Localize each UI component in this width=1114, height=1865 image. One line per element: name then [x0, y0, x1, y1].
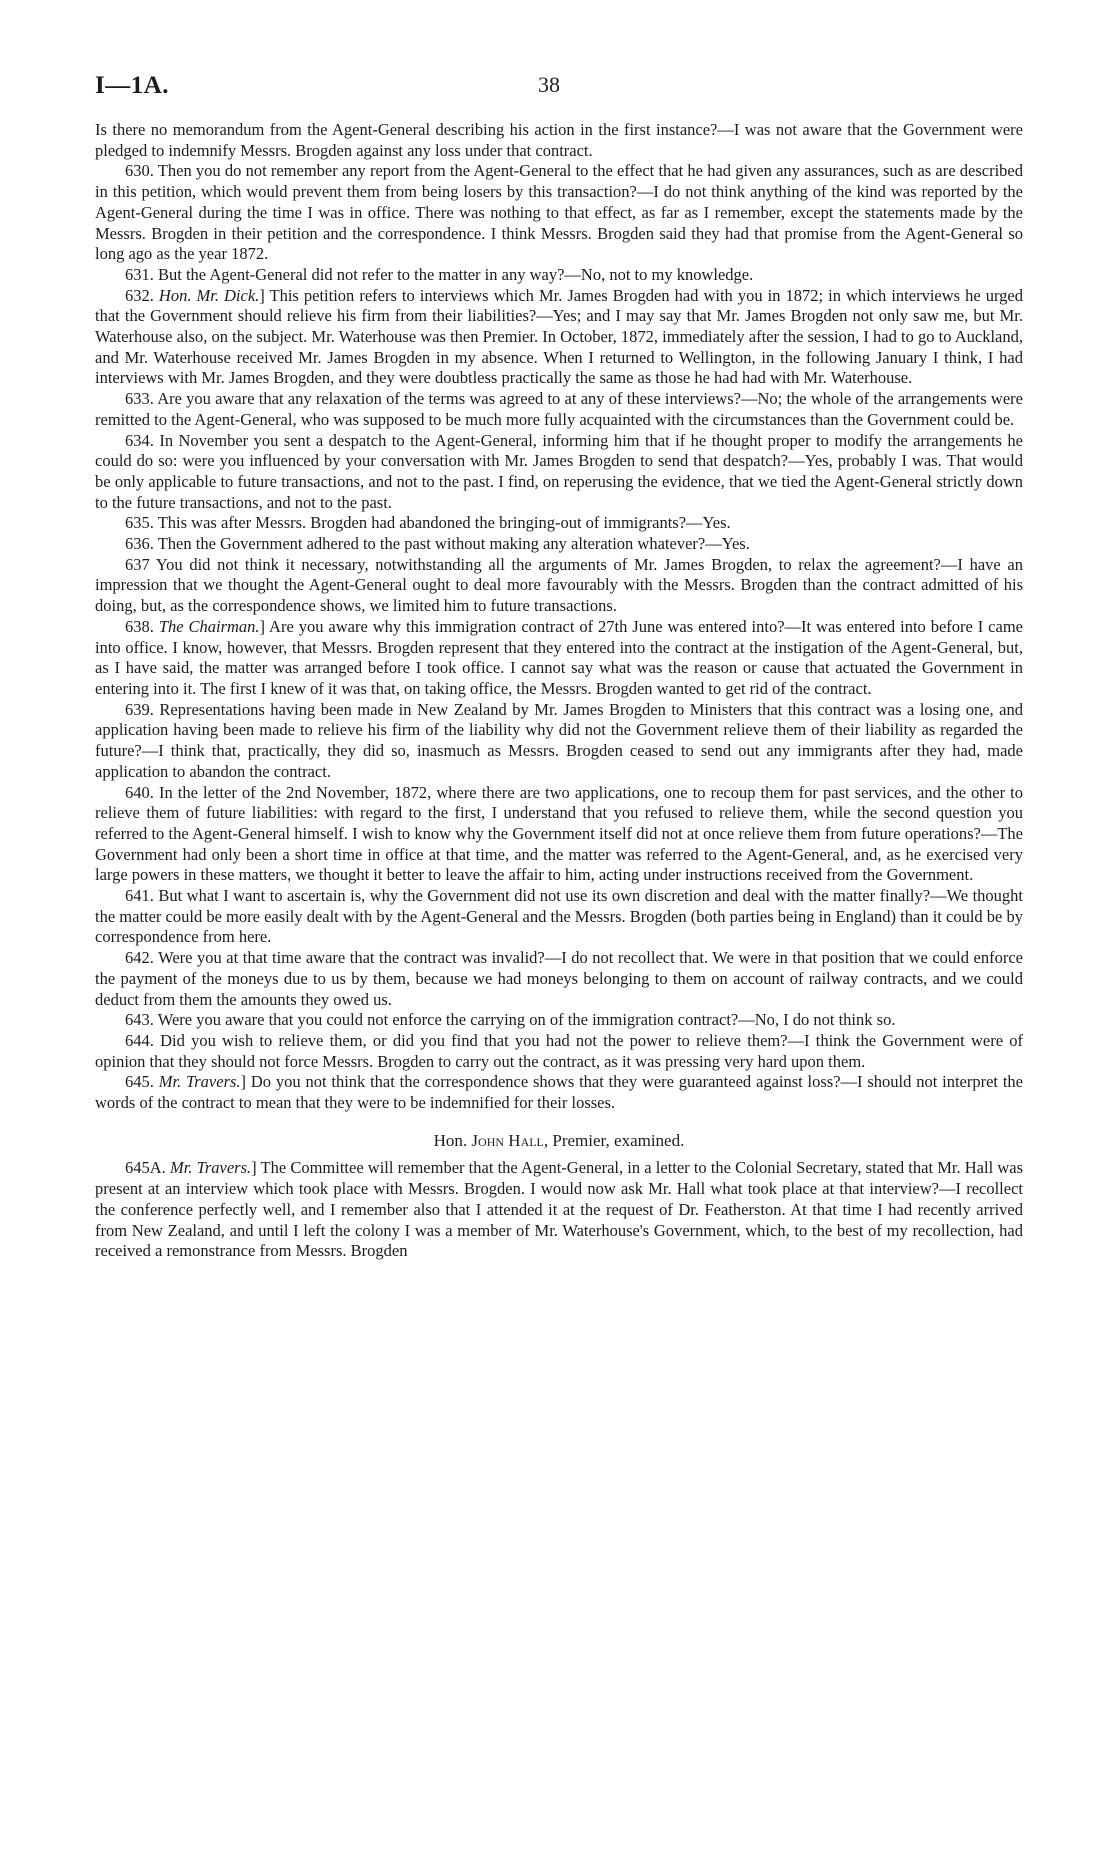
paragraph — [95, 534, 1023, 555]
paragraph — [95, 161, 1023, 265]
page-number: 38 — [538, 72, 560, 97]
heading-role: , Premier, examined. — [543, 1130, 685, 1150]
paragraph-text: 643. Were you aware that you could not enforce the carrying on of the immigration contract?—No, I do not think so. — [125, 1010, 896, 1030]
page-header — [95, 72, 1023, 104]
paragraph-text: 630. Then you do not remember any report from the Agent-General to the effect that he had given any assurances, such as are described in this petition, which would prevent them from being losers by this transaction?—I do not think anything of the kind was reported by the Agent-General during the time I was in office. There was nothing to that effect, as far as I remember, except the statements made by the Messrs. Brogden in their petition and the correspondence. I think Messrs. Brogden said they had that promise from the Agent-General so long ago as the year 1872. — [95, 161, 1023, 264]
paragraph-text: ] Do you not think that the correspondence shows that they were guaranteed against loss?—I should not interpret the words of the contract to mean that they were to be indemnified for their losses. — [95, 1072, 1023, 1113]
paragraph-text: 641. But what I want to ascertain is, why the Government did not use its own discretion and deal with the matter finally?—We thought the matter could be more easily dealt with by the Agent-General and the Messrs. Brogden (both parties being in England) than it could be by correspondence from here. — [95, 886, 1023, 947]
witness-heading — [95, 1131, 1023, 1152]
speaker-name: The Chairman. — [158, 616, 260, 636]
paragraph-text: Is there no memorandum from the Agent-General describing his action in the first instance?—I was not aware that the Government were pledged to indemnify Messrs. Brogden against any loss under that contract. — [95, 120, 1023, 160]
paragraph-text: 637 You did not think it necessary, notwithstanding all the arguments of Mr. James Brogden, to relax the agreement?—I have an impression that we thought the Agent-General ought to deal more favourably with the Messrs. Brogden than the contract admitted of his doing, but, as the correspondence shows, we limited him to future transactions. — [95, 554, 1023, 616]
paragraph-text: ] The Committee will remember that the Agent-General, in a letter to the Colonial Secretary, stated that Mr. Hall was present at an interview which took place with Messrs. Brogden. I would now ask Mr. Hall what took place at that interview?—I recollect the conference perfectly well, and I remember also that I attended it at the request of Dr. Featherston. At that time I had recently arrived from New Zealand, and until I left the colony I was a member of Mr. Waterhouse's Government, which, to the best of my recollection, had received a remonstrance from Messrs. Brogden — [95, 1158, 1023, 1261]
paragraph — [95, 617, 1023, 700]
document-body — [95, 120, 1023, 1262]
speaker-name: Mr. Travers. — [169, 1158, 252, 1178]
heading-title: Hon. — [433, 1130, 472, 1150]
paragraph — [95, 1010, 1023, 1031]
question-number: 632. — [125, 285, 159, 305]
paragraph — [95, 431, 1023, 514]
paragraph — [95, 948, 1023, 1010]
paragraph-text: 640. In the letter of the 2nd November, 1872, where there are two applications, one to recoup them for past services, and the other to relieve them of future liabilities: with regard to the first, I understand that you refused to relieve them, while the second question you referred to the Agent-General himself. I wish to know why the Government itself did not at once relieve them from future operations?—The Government had only been a short time in office at that time, and the matter was referred to the Agent-General, and, as he exercised very large powers in these matters, we thought it better to leave the affair to him, acting under instructions received from the Government. — [95, 782, 1023, 885]
paragraph — [95, 265, 1023, 286]
paragraph — [95, 120, 1023, 161]
paragraph — [95, 700, 1023, 783]
paragraph-text: 633. Are you aware that any relaxation of the terms was agreed to at any of these interviews?—No; the whole of the arrangements were remitted to the Agent-General, who was supposed to be much more fully acquainted with the circumstances than the Government could be. — [95, 389, 1023, 429]
paragraph-text: ] This petition refers to interviews which Mr. James Brogden had with you in 1872; in which interviews he urged that the Government should relieve his firm from their liabilities?—Yes; and I may say that Mr. James Brogden not only saw me, but Mr. Waterhouse also, on the subject. Mr. Waterhouse was then Premier. In October, 1872, immediately after the session, I had to go to Auckland, and Mr. Waterhouse received Mr. James Brogden in my absence. When I returned to Wellington, in the following January I think, I had interviews with Mr. James Brogden, and they were doubtless practically the same as those he had had with Mr. Waterhouse. — [95, 285, 1024, 388]
question-number: 645. — [125, 1072, 159, 1092]
paragraph-text: 635. This was after Messrs. Brogden had abandoned the bringing-out of immigrants?—Yes. — [125, 513, 731, 533]
paragraph-text: 634. In November you sent a despatch to the Agent-General, informing him that if he thought proper to modify the arrangements he could do so: were you influenced by your conversation with Mr. James Brogden to send that despatch?—Yes, probably I was. That would be only applicable to future transactions, and not to the past. I find, on reperusing the evidence, that we tied the Agent-General strictly down to the future transactions, and not to the past. — [95, 430, 1023, 512]
paragraph — [95, 389, 1023, 430]
speaker-name: Mr. Travers. — [158, 1072, 241, 1092]
paragraph — [95, 555, 1023, 617]
paragraph-text: ] Are you aware why this immigration contract of 27th June was entered into?—It was entered into before I came into office. I know, however, that Messrs. Brogden represent that they entered into the contract at the instigation of the Agent-General, but, as I have said, the matter was arranged before I took office. I cannot say what was the reason or cause that actuated the Government in entering into it. The first I knew of it was that, on taking office, the Messrs. Brogden wanted to get rid of the contract. — [95, 616, 1023, 698]
paragraph — [95, 886, 1023, 948]
document-id: I—1A. — [95, 72, 170, 99]
paragraph — [95, 1158, 1023, 1262]
question-number: 645A. — [125, 1158, 170, 1178]
paragraph — [95, 286, 1023, 390]
paragraph — [95, 1072, 1023, 1113]
paragraph-text: 636. Then the Government adhered to the past without making any alteration whatever?—Yes. — [125, 534, 750, 554]
question-number: 638. — [125, 616, 159, 636]
speaker-name: Hon. Mr. Dick. — [158, 285, 260, 305]
paragraph — [95, 783, 1023, 887]
paragraph — [95, 513, 1023, 534]
paragraph-text: 642. Were you at that time aware that the contract was invalid?—I do not recollect that. We were in that position that we could enforce the payment of the moneys due to us by them, because we had moneys belonging to them on account of railway contracts, and we could deduct from them the amounts they owed us. — [95, 948, 1023, 1009]
witness-name: John Hall — [471, 1130, 544, 1150]
paragraph-text: 644. Did you wish to relieve them, or did you find that you had not the power to relieve them?—I think the Government were of opinion that they should not force Messrs. Brogden to carry out the contract, as it was pressing very hard upon them. — [95, 1030, 1023, 1071]
paragraph — [95, 1031, 1023, 1072]
paragraph-text: 639. Representations having been made in New Zealand by Mr. James Brogden to Ministers that this contract was a losing one, and application having been made to relieve his firm of the liability why did not the Government relieve them of their liability as regarded the future?—I think that, practically, they did so, inasmuch as Messrs. Brogden ceased to send out any immigrants after they had, made application to abandon the contract. — [95, 699, 1023, 781]
paragraph-text: 631. But the Agent-General did not refer to the matter in any way?—No, not to my knowledge. — [125, 264, 754, 284]
